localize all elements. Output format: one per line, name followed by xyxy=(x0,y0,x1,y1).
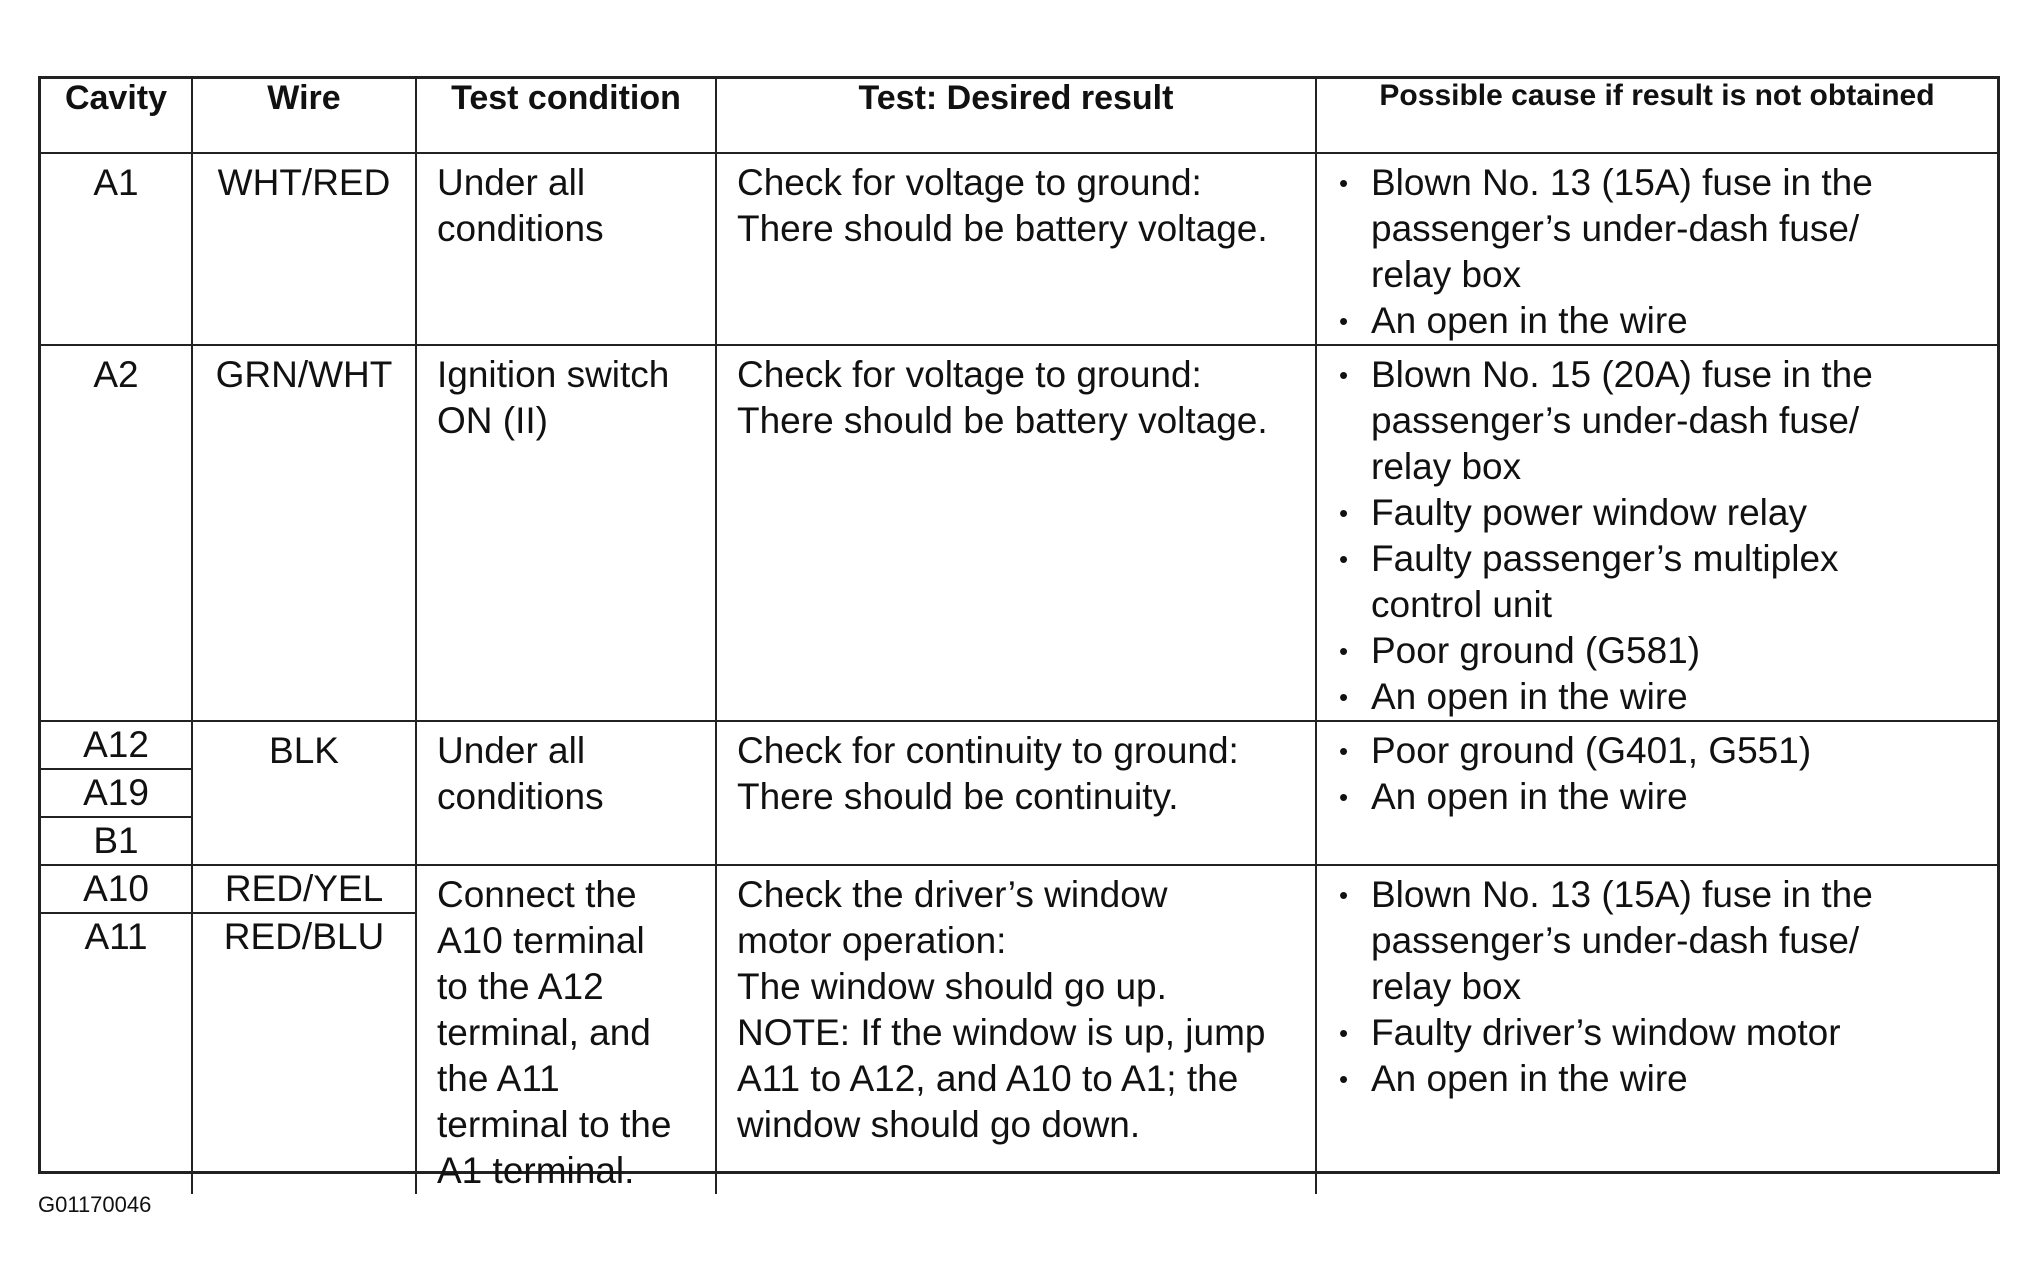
bullet-icon: • xyxy=(1339,1018,1349,1048)
cause-line: passenger’s under-dash fuse/ xyxy=(1371,400,1860,441)
table-row xyxy=(41,721,1997,865)
wire-cell xyxy=(192,721,416,865)
header-cavity: Cavity xyxy=(41,79,192,153)
bullet-icon: • xyxy=(1339,168,1349,198)
table-row xyxy=(41,153,1997,345)
condition-line: conditions xyxy=(437,208,604,249)
condition-text xyxy=(417,154,715,252)
condition-text xyxy=(417,866,715,1194)
cause-line: passenger’s under-dash fuse/ xyxy=(1371,920,1860,961)
result-line: A11 to A12, and A10 to A1; the xyxy=(737,1058,1239,1099)
cause-line: Blown No. 13 (15A) fuse in the xyxy=(1371,162,1873,203)
bullet-icon: • xyxy=(1339,498,1349,528)
list-item xyxy=(1339,536,1985,628)
bullet-icon: • xyxy=(1339,360,1349,390)
header-row xyxy=(41,79,1997,153)
cause-line: passenger’s under-dash fuse/ xyxy=(1371,208,1860,249)
result-line: Check for continuity to ground: xyxy=(737,730,1239,771)
condition-cell xyxy=(416,153,716,345)
header-test-condition: Test condition xyxy=(416,79,716,153)
cause-line: Poor ground (G581) xyxy=(1371,630,1701,671)
cause-list xyxy=(1317,346,1997,720)
result-line: NOTE: If the window is up, jump xyxy=(737,1012,1266,1053)
wire-cell xyxy=(192,865,416,1194)
result-line: window should go down. xyxy=(737,1104,1141,1145)
list-item xyxy=(1339,160,1985,298)
bullet-icon: • xyxy=(1339,682,1349,712)
cavity-stack xyxy=(41,866,191,1194)
result-line: motor operation: xyxy=(737,920,1007,961)
bullet-icon: • xyxy=(1339,736,1349,766)
cavity-value: A19 xyxy=(41,770,191,818)
condition-line: A10 terminal xyxy=(437,920,645,961)
condition-line: ON (II) xyxy=(437,400,548,441)
list-item xyxy=(1339,352,1985,490)
result-cell xyxy=(716,345,1316,721)
cavity-value: A10 xyxy=(41,866,191,914)
condition-cell xyxy=(416,865,716,1194)
bullet-icon: • xyxy=(1339,636,1349,666)
wire-value: GRN/WHT xyxy=(215,354,393,395)
result-line: The window should go up. xyxy=(737,966,1167,1007)
list-item xyxy=(1339,674,1985,720)
result-line: Check for voltage to ground: xyxy=(737,354,1202,395)
result-text xyxy=(717,722,1315,820)
result-line: Check the driver’s window xyxy=(737,874,1168,915)
list-item xyxy=(1339,628,1985,674)
bullet-icon: • xyxy=(1339,306,1349,336)
wire-cell xyxy=(192,153,416,345)
condition-line: A1 terminal. xyxy=(437,1150,635,1191)
cavity-value: B1 xyxy=(93,820,139,861)
wire-stack xyxy=(193,866,415,1194)
list-item xyxy=(1339,1056,1985,1102)
wire-value: WHT/RED xyxy=(217,162,391,203)
cause-line: An open in the wire xyxy=(1371,776,1688,817)
cause-line: Poor ground (G401, G551) xyxy=(1371,730,1812,771)
list-item xyxy=(1339,1010,1985,1056)
wire-value: RED/YEL xyxy=(193,866,415,914)
bullet-icon: • xyxy=(1339,1064,1349,1094)
condition-cell xyxy=(416,345,716,721)
result-cell xyxy=(716,721,1316,865)
result-line: There should be battery voltage. xyxy=(737,208,1268,249)
table-row xyxy=(41,345,1997,721)
connector-test-table xyxy=(41,79,1997,1194)
cavity-value: A1 xyxy=(93,162,139,203)
condition-line: Under all xyxy=(437,730,586,771)
list-item xyxy=(1339,298,1985,344)
cause-list xyxy=(1317,866,1997,1102)
bullet-icon: • xyxy=(1339,782,1349,812)
cavity-cell xyxy=(41,345,192,721)
cause-line: Blown No. 15 (20A) fuse in the xyxy=(1371,354,1873,395)
condition-line: to the A12 xyxy=(437,966,604,1007)
list-item xyxy=(1339,490,1985,536)
cause-line: An open in the wire xyxy=(1371,300,1688,341)
table-row xyxy=(41,865,1997,1194)
cause-cell xyxy=(1316,153,1997,345)
cause-list xyxy=(1317,722,1997,820)
wire-value: RED/BLU xyxy=(223,916,385,957)
condition-text xyxy=(417,722,715,820)
cavity-cell xyxy=(41,721,192,865)
cavity-value: A12 xyxy=(41,722,191,770)
cavity-cell xyxy=(41,865,192,1194)
condition-line: the A11 xyxy=(437,1058,560,1099)
cause-line: Faulty power window relay xyxy=(1371,492,1807,533)
result-line: There should be continuity. xyxy=(737,776,1179,817)
spec-table-frame xyxy=(38,76,2000,1191)
figure-code: G01170046 xyxy=(38,1192,152,1217)
condition-line: Ignition switch xyxy=(437,354,670,395)
bullet-icon: • xyxy=(1339,880,1349,910)
header-desired-result: Test: Desired result xyxy=(716,79,1316,153)
cavity-value: A11 xyxy=(84,916,148,957)
cause-line: relay box xyxy=(1371,254,1522,295)
condition-line: conditions xyxy=(437,776,604,817)
result-line: There should be battery voltage. xyxy=(737,400,1268,441)
cavity-stack xyxy=(41,722,191,864)
cause-cell xyxy=(1316,345,1997,721)
condition-line: Under all xyxy=(437,162,586,203)
cause-line: An open in the wire xyxy=(1371,1058,1688,1099)
wire-cell xyxy=(192,345,416,721)
cause-line: control unit xyxy=(1371,584,1552,625)
cavity-value: A2 xyxy=(93,354,139,395)
result-cell xyxy=(716,153,1316,345)
result-text xyxy=(717,154,1315,252)
cause-cell xyxy=(1316,721,1997,865)
header-wire: Wire xyxy=(192,79,416,153)
result-line: Check for voltage to ground: xyxy=(737,162,1202,203)
condition-text xyxy=(417,346,715,444)
cause-cell xyxy=(1316,865,1997,1194)
list-item xyxy=(1339,774,1985,820)
wire-value: BLK xyxy=(269,730,339,771)
condition-line: terminal to the xyxy=(437,1104,672,1145)
result-cell xyxy=(716,865,1316,1194)
cavity-cell xyxy=(41,153,192,345)
result-text xyxy=(717,866,1315,1148)
cause-line: Blown No. 13 (15A) fuse in the xyxy=(1371,874,1873,915)
header-possible-cause: Possible cause if result is not obtained xyxy=(1316,79,1997,153)
list-item xyxy=(1339,872,1985,1010)
condition-line: terminal, and xyxy=(437,1012,651,1053)
cause-line: Faulty driver’s window motor xyxy=(1371,1012,1841,1053)
cause-line: relay box xyxy=(1371,966,1522,1007)
condition-cell xyxy=(416,721,716,865)
cause-line: An open in the wire xyxy=(1371,676,1688,717)
result-text xyxy=(717,346,1315,444)
cause-line: relay box xyxy=(1371,446,1522,487)
cause-line: Faulty passenger’s multiplex xyxy=(1371,538,1839,579)
bullet-icon: • xyxy=(1339,544,1349,574)
list-item xyxy=(1339,728,1985,774)
condition-line: Connect the xyxy=(437,874,637,915)
cause-list xyxy=(1317,154,1997,344)
